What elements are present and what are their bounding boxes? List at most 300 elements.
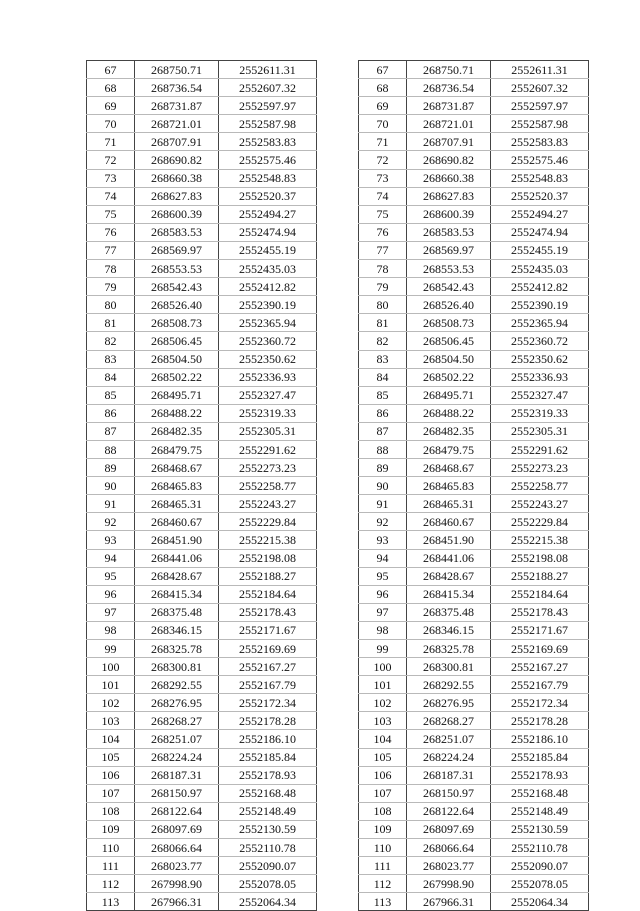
point-number-cell: 107 — [359, 784, 407, 802]
point-number-cell: 88 — [359, 440, 407, 458]
point-number-cell: 75 — [87, 205, 135, 223]
y-coordinate-cell: 2552607.32 — [219, 79, 317, 97]
x-coordinate-cell: 268502.22 — [407, 368, 491, 386]
point-number-cell: 94 — [359, 549, 407, 567]
x-coordinate-cell: 268627.83 — [135, 187, 219, 205]
point-number-cell: 112 — [359, 875, 407, 893]
table-row — [87, 133, 317, 151]
table-row — [87, 278, 317, 296]
y-coordinate-cell: 2552350.62 — [219, 350, 317, 368]
x-coordinate-cell: 268731.87 — [135, 97, 219, 115]
table-row — [87, 495, 317, 513]
y-coordinate-cell: 2552198.08 — [491, 549, 589, 567]
table-row — [359, 531, 589, 549]
x-coordinate-cell: 268097.69 — [407, 820, 491, 838]
table-row — [87, 205, 317, 223]
y-coordinate-cell: 2552494.27 — [491, 205, 589, 223]
point-number-cell: 85 — [359, 386, 407, 404]
x-coordinate-cell: 268187.31 — [407, 766, 491, 784]
table-row — [87, 477, 317, 495]
point-number-cell: 107 — [87, 784, 135, 802]
x-coordinate-cell: 268150.97 — [135, 784, 219, 802]
table-row — [87, 875, 317, 893]
point-number-cell: 105 — [359, 748, 407, 766]
y-coordinate-cell: 2552273.23 — [219, 459, 317, 477]
point-number-cell: 109 — [359, 820, 407, 838]
table-row — [359, 79, 589, 97]
y-coordinate-cell: 2552167.79 — [219, 676, 317, 694]
point-number-cell: 87 — [87, 422, 135, 440]
table-row — [359, 187, 589, 205]
table-row — [87, 513, 317, 531]
point-number-cell: 101 — [87, 676, 135, 694]
point-number-cell: 97 — [87, 603, 135, 621]
x-coordinate-cell: 268504.50 — [135, 350, 219, 368]
x-coordinate-cell: 268569.97 — [407, 241, 491, 259]
y-coordinate-cell: 2552186.10 — [491, 730, 589, 748]
table-row — [87, 79, 317, 97]
table-row — [87, 766, 317, 784]
x-coordinate-cell: 268300.81 — [407, 658, 491, 676]
point-number-cell: 68 — [359, 79, 407, 97]
point-number-cell: 97 — [359, 603, 407, 621]
point-number-cell: 100 — [87, 658, 135, 676]
table-row — [87, 857, 317, 875]
point-number-cell: 78 — [359, 260, 407, 278]
point-number-cell: 84 — [87, 368, 135, 386]
table-row — [87, 459, 317, 477]
point-number-cell: 80 — [87, 296, 135, 314]
table-row — [359, 513, 589, 531]
x-coordinate-cell: 268292.55 — [407, 676, 491, 694]
point-number-cell: 104 — [359, 730, 407, 748]
x-coordinate-cell: 268187.31 — [135, 766, 219, 784]
point-number-cell: 71 — [87, 133, 135, 151]
x-coordinate-cell: 268600.39 — [135, 205, 219, 223]
x-coordinate-cell: 268346.15 — [407, 621, 491, 639]
table-row — [359, 820, 589, 838]
x-coordinate-cell: 268251.07 — [407, 730, 491, 748]
x-coordinate-cell: 268542.43 — [135, 278, 219, 296]
table-row — [359, 350, 589, 368]
y-coordinate-cell: 2552273.23 — [491, 459, 589, 477]
point-number-cell: 95 — [359, 567, 407, 585]
point-number-cell: 111 — [359, 857, 407, 875]
table-row — [359, 115, 589, 133]
table-row — [359, 549, 589, 567]
x-coordinate-cell: 268122.64 — [135, 802, 219, 820]
point-number-cell: 109 — [87, 820, 135, 838]
point-number-cell: 76 — [359, 223, 407, 241]
table-row — [87, 531, 317, 549]
x-coordinate-cell: 268325.78 — [407, 640, 491, 658]
y-coordinate-cell: 2552435.03 — [491, 260, 589, 278]
x-coordinate-cell: 268451.90 — [407, 531, 491, 549]
x-coordinate-cell: 268553.53 — [407, 260, 491, 278]
y-coordinate-cell: 2552090.07 — [219, 857, 317, 875]
x-coordinate-cell: 268506.45 — [407, 332, 491, 350]
point-number-cell: 85 — [87, 386, 135, 404]
point-number-cell: 111 — [87, 857, 135, 875]
y-coordinate-cell: 2552258.77 — [491, 477, 589, 495]
y-coordinate-cell: 2552575.46 — [219, 151, 317, 169]
point-number-cell: 74 — [359, 187, 407, 205]
point-number-cell: 96 — [359, 585, 407, 603]
point-number-cell: 78 — [87, 260, 135, 278]
point-number-cell: 77 — [87, 241, 135, 259]
y-coordinate-cell: 2552327.47 — [491, 386, 589, 404]
x-coordinate-cell: 268542.43 — [407, 278, 491, 296]
y-coordinate-cell: 2552169.69 — [491, 640, 589, 658]
y-coordinate-cell: 2552548.83 — [219, 169, 317, 187]
x-coordinate-cell: 268122.64 — [407, 802, 491, 820]
point-number-cell: 103 — [359, 712, 407, 730]
y-coordinate-cell: 2552291.62 — [491, 440, 589, 458]
table-row — [87, 640, 317, 658]
x-coordinate-cell: 268251.07 — [135, 730, 219, 748]
x-coordinate-cell: 268736.54 — [407, 79, 491, 97]
y-coordinate-cell: 2552178.93 — [491, 766, 589, 784]
y-coordinate-cell: 2552078.05 — [219, 875, 317, 893]
table-row — [359, 169, 589, 187]
table-row — [359, 603, 589, 621]
x-coordinate-cell: 268508.73 — [135, 314, 219, 332]
y-coordinate-cell: 2552148.49 — [491, 802, 589, 820]
y-coordinate-cell: 2552243.27 — [491, 495, 589, 513]
table-row — [87, 567, 317, 585]
point-number-cell: 90 — [87, 477, 135, 495]
point-number-cell: 81 — [87, 314, 135, 332]
y-coordinate-cell: 2552172.34 — [219, 694, 317, 712]
x-coordinate-cell: 268375.48 — [135, 603, 219, 621]
point-number-cell: 83 — [359, 350, 407, 368]
x-coordinate-cell: 268066.64 — [135, 839, 219, 857]
point-number-cell: 88 — [87, 440, 135, 458]
y-coordinate-cell: 2552494.27 — [219, 205, 317, 223]
point-number-cell: 72 — [359, 151, 407, 169]
point-number-cell: 67 — [87, 61, 135, 79]
y-coordinate-cell: 2552168.48 — [219, 784, 317, 802]
point-number-cell: 95 — [87, 567, 135, 585]
point-number-cell: 70 — [359, 115, 407, 133]
y-coordinate-cell: 2552611.31 — [491, 61, 589, 79]
x-coordinate-cell: 268066.64 — [407, 839, 491, 857]
y-coordinate-cell: 2552198.08 — [219, 549, 317, 567]
point-number-cell: 106 — [87, 766, 135, 784]
y-coordinate-cell: 2552188.27 — [219, 567, 317, 585]
table-row — [359, 676, 589, 694]
table-row — [359, 567, 589, 585]
y-coordinate-cell: 2552110.78 — [219, 839, 317, 857]
x-coordinate-cell: 268268.27 — [407, 712, 491, 730]
point-number-cell: 92 — [87, 513, 135, 531]
point-number-cell: 103 — [87, 712, 135, 730]
point-number-cell: 70 — [87, 115, 135, 133]
x-coordinate-cell: 268660.38 — [135, 169, 219, 187]
table-row — [359, 241, 589, 259]
x-coordinate-cell: 267998.90 — [407, 875, 491, 893]
y-coordinate-cell: 2552064.34 — [491, 893, 589, 911]
table-row — [359, 766, 589, 784]
point-number-cell: 73 — [87, 169, 135, 187]
y-coordinate-cell: 2552215.38 — [219, 531, 317, 549]
x-coordinate-cell: 268750.71 — [407, 61, 491, 79]
table-row — [87, 422, 317, 440]
x-coordinate-cell: 268488.22 — [135, 404, 219, 422]
y-coordinate-cell: 2552185.84 — [219, 748, 317, 766]
y-coordinate-cell: 2552258.77 — [219, 477, 317, 495]
point-number-cell: 113 — [87, 893, 135, 911]
table-row — [359, 314, 589, 332]
x-coordinate-cell: 268465.83 — [135, 477, 219, 495]
table-row — [359, 386, 589, 404]
table-row — [359, 658, 589, 676]
table-row — [359, 404, 589, 422]
y-coordinate-cell: 2552167.79 — [491, 676, 589, 694]
table-row — [359, 459, 589, 477]
point-number-cell: 112 — [87, 875, 135, 893]
table-row — [359, 223, 589, 241]
x-coordinate-cell: 268660.38 — [407, 169, 491, 187]
y-coordinate-cell: 2552412.82 — [491, 278, 589, 296]
table-row — [87, 404, 317, 422]
table-row — [87, 151, 317, 169]
y-coordinate-cell: 2552474.94 — [219, 223, 317, 241]
y-coordinate-cell: 2552064.34 — [219, 893, 317, 911]
table-row — [87, 585, 317, 603]
y-coordinate-cell: 2552390.19 — [491, 296, 589, 314]
y-coordinate-cell: 2552171.67 — [491, 621, 589, 639]
point-number-cell: 93 — [87, 531, 135, 549]
y-coordinate-cell: 2552583.83 — [219, 133, 317, 151]
table-row — [359, 477, 589, 495]
coordinate-table-left-body — [87, 61, 317, 911]
table-row — [87, 115, 317, 133]
point-number-cell: 106 — [359, 766, 407, 784]
x-coordinate-cell: 268375.48 — [407, 603, 491, 621]
table-row — [359, 839, 589, 857]
x-coordinate-cell: 268428.67 — [135, 567, 219, 585]
table-row — [359, 133, 589, 151]
y-coordinate-cell: 2552548.83 — [491, 169, 589, 187]
table-row — [87, 296, 317, 314]
y-coordinate-cell: 2552611.31 — [219, 61, 317, 79]
x-coordinate-cell: 268268.27 — [135, 712, 219, 730]
point-number-cell: 100 — [359, 658, 407, 676]
table-row — [87, 603, 317, 621]
table-row — [359, 332, 589, 350]
x-coordinate-cell: 268526.40 — [407, 296, 491, 314]
table-row — [87, 97, 317, 115]
x-coordinate-cell: 268721.01 — [407, 115, 491, 133]
y-coordinate-cell: 2552186.10 — [219, 730, 317, 748]
x-coordinate-cell: 267966.31 — [407, 893, 491, 911]
y-coordinate-cell: 2552090.07 — [491, 857, 589, 875]
x-coordinate-cell: 268276.95 — [135, 694, 219, 712]
table-row — [87, 712, 317, 730]
point-number-cell: 89 — [87, 459, 135, 477]
table-row — [87, 314, 317, 332]
point-number-cell: 74 — [87, 187, 135, 205]
x-coordinate-cell: 268465.83 — [407, 477, 491, 495]
x-coordinate-cell: 268325.78 — [135, 640, 219, 658]
x-coordinate-cell: 268479.75 — [135, 440, 219, 458]
point-number-cell: 113 — [359, 893, 407, 911]
x-coordinate-cell: 268736.54 — [135, 79, 219, 97]
y-coordinate-cell: 2552110.78 — [491, 839, 589, 857]
y-coordinate-cell: 2552178.28 — [491, 712, 589, 730]
point-number-cell: 75 — [359, 205, 407, 223]
coordinate-table-right — [358, 60, 589, 911]
y-coordinate-cell: 2552360.72 — [491, 332, 589, 350]
point-number-cell: 94 — [87, 549, 135, 567]
y-coordinate-cell: 2552365.94 — [491, 314, 589, 332]
point-number-cell: 96 — [87, 585, 135, 603]
table-row — [87, 440, 317, 458]
table-row — [87, 839, 317, 857]
table-row — [87, 169, 317, 187]
x-coordinate-cell: 268627.83 — [407, 187, 491, 205]
y-coordinate-cell: 2552520.37 — [491, 187, 589, 205]
y-coordinate-cell: 2552435.03 — [219, 260, 317, 278]
y-coordinate-cell: 2552305.31 — [219, 422, 317, 440]
table-row — [359, 368, 589, 386]
point-number-cell: 71 — [359, 133, 407, 151]
y-coordinate-cell: 2552172.34 — [491, 694, 589, 712]
y-coordinate-cell: 2552607.32 — [491, 79, 589, 97]
x-coordinate-cell: 268504.50 — [407, 350, 491, 368]
point-number-cell: 80 — [359, 296, 407, 314]
x-coordinate-cell: 268707.91 — [407, 133, 491, 151]
x-coordinate-cell: 267966.31 — [135, 893, 219, 911]
table-row — [359, 440, 589, 458]
point-number-cell: 91 — [359, 495, 407, 513]
x-coordinate-cell: 268097.69 — [135, 820, 219, 838]
table-row — [87, 658, 317, 676]
y-coordinate-cell: 2552178.43 — [219, 603, 317, 621]
x-coordinate-cell: 268150.97 — [407, 784, 491, 802]
table-row — [359, 784, 589, 802]
y-coordinate-cell: 2552365.94 — [219, 314, 317, 332]
x-coordinate-cell: 268023.77 — [407, 857, 491, 875]
point-number-cell: 104 — [87, 730, 135, 748]
table-row — [359, 260, 589, 278]
table-row — [87, 350, 317, 368]
table-row — [87, 694, 317, 712]
x-coordinate-cell: 268292.55 — [135, 676, 219, 694]
table-row — [359, 495, 589, 513]
point-number-cell: 82 — [87, 332, 135, 350]
y-coordinate-cell: 2552169.69 — [219, 640, 317, 658]
point-number-cell: 69 — [87, 97, 135, 115]
point-number-cell: 98 — [87, 621, 135, 639]
table-row — [87, 893, 317, 911]
x-coordinate-cell: 268690.82 — [135, 151, 219, 169]
x-coordinate-cell: 268495.71 — [407, 386, 491, 404]
table-row — [359, 640, 589, 658]
x-coordinate-cell: 268460.67 — [407, 513, 491, 531]
x-coordinate-cell: 268224.24 — [135, 748, 219, 766]
x-coordinate-cell: 268415.34 — [135, 585, 219, 603]
table-row — [359, 694, 589, 712]
y-coordinate-cell: 2552587.98 — [491, 115, 589, 133]
y-coordinate-cell: 2552178.43 — [491, 603, 589, 621]
table-row — [359, 857, 589, 875]
point-number-cell: 83 — [87, 350, 135, 368]
y-coordinate-cell: 2552078.05 — [491, 875, 589, 893]
x-coordinate-cell: 268569.97 — [135, 241, 219, 259]
x-coordinate-cell: 268468.67 — [407, 459, 491, 477]
point-number-cell: 110 — [359, 839, 407, 857]
table-row — [87, 730, 317, 748]
table-row — [87, 368, 317, 386]
x-coordinate-cell: 268553.53 — [135, 260, 219, 278]
table-row — [359, 296, 589, 314]
table-row — [359, 875, 589, 893]
y-coordinate-cell: 2552171.67 — [219, 621, 317, 639]
table-row — [87, 61, 317, 79]
table-row — [359, 712, 589, 730]
x-coordinate-cell: 268465.31 — [135, 495, 219, 513]
table-row — [87, 332, 317, 350]
x-coordinate-cell: 268495.71 — [135, 386, 219, 404]
x-coordinate-cell: 268428.67 — [407, 567, 491, 585]
y-coordinate-cell: 2552455.19 — [491, 241, 589, 259]
x-coordinate-cell: 268276.95 — [407, 694, 491, 712]
point-number-cell: 86 — [359, 404, 407, 422]
y-coordinate-cell: 2552597.97 — [491, 97, 589, 115]
y-coordinate-cell: 2552520.37 — [219, 187, 317, 205]
y-coordinate-cell: 2552130.59 — [491, 820, 589, 838]
x-coordinate-cell: 268441.06 — [135, 549, 219, 567]
point-number-cell: 73 — [359, 169, 407, 187]
x-coordinate-cell: 268583.53 — [135, 223, 219, 241]
y-coordinate-cell: 2552583.83 — [491, 133, 589, 151]
point-number-cell: 102 — [359, 694, 407, 712]
table-row — [87, 784, 317, 802]
table-row — [359, 278, 589, 296]
y-coordinate-cell: 2552185.84 — [491, 748, 589, 766]
x-coordinate-cell: 268600.39 — [407, 205, 491, 223]
point-number-cell: 92 — [359, 513, 407, 531]
x-coordinate-cell: 268488.22 — [407, 404, 491, 422]
table-row — [359, 893, 589, 911]
y-coordinate-cell: 2552336.93 — [491, 368, 589, 386]
point-number-cell: 69 — [359, 97, 407, 115]
table-row — [359, 151, 589, 169]
y-coordinate-cell: 2552412.82 — [219, 278, 317, 296]
table-row — [359, 61, 589, 79]
y-coordinate-cell: 2552215.38 — [491, 531, 589, 549]
y-coordinate-cell: 2552575.46 — [491, 151, 589, 169]
point-number-cell: 110 — [87, 839, 135, 857]
table-row — [359, 802, 589, 820]
point-number-cell: 79 — [87, 278, 135, 296]
point-number-cell: 108 — [359, 802, 407, 820]
table-row — [87, 802, 317, 820]
point-number-cell: 91 — [87, 495, 135, 513]
point-number-cell: 90 — [359, 477, 407, 495]
y-coordinate-cell: 2552167.27 — [219, 658, 317, 676]
y-coordinate-cell: 2552167.27 — [491, 658, 589, 676]
x-coordinate-cell: 268721.01 — [135, 115, 219, 133]
point-number-cell: 99 — [359, 640, 407, 658]
point-number-cell: 105 — [87, 748, 135, 766]
x-coordinate-cell: 268690.82 — [407, 151, 491, 169]
x-coordinate-cell: 268750.71 — [135, 61, 219, 79]
x-coordinate-cell: 268300.81 — [135, 658, 219, 676]
y-coordinate-cell: 2552587.98 — [219, 115, 317, 133]
